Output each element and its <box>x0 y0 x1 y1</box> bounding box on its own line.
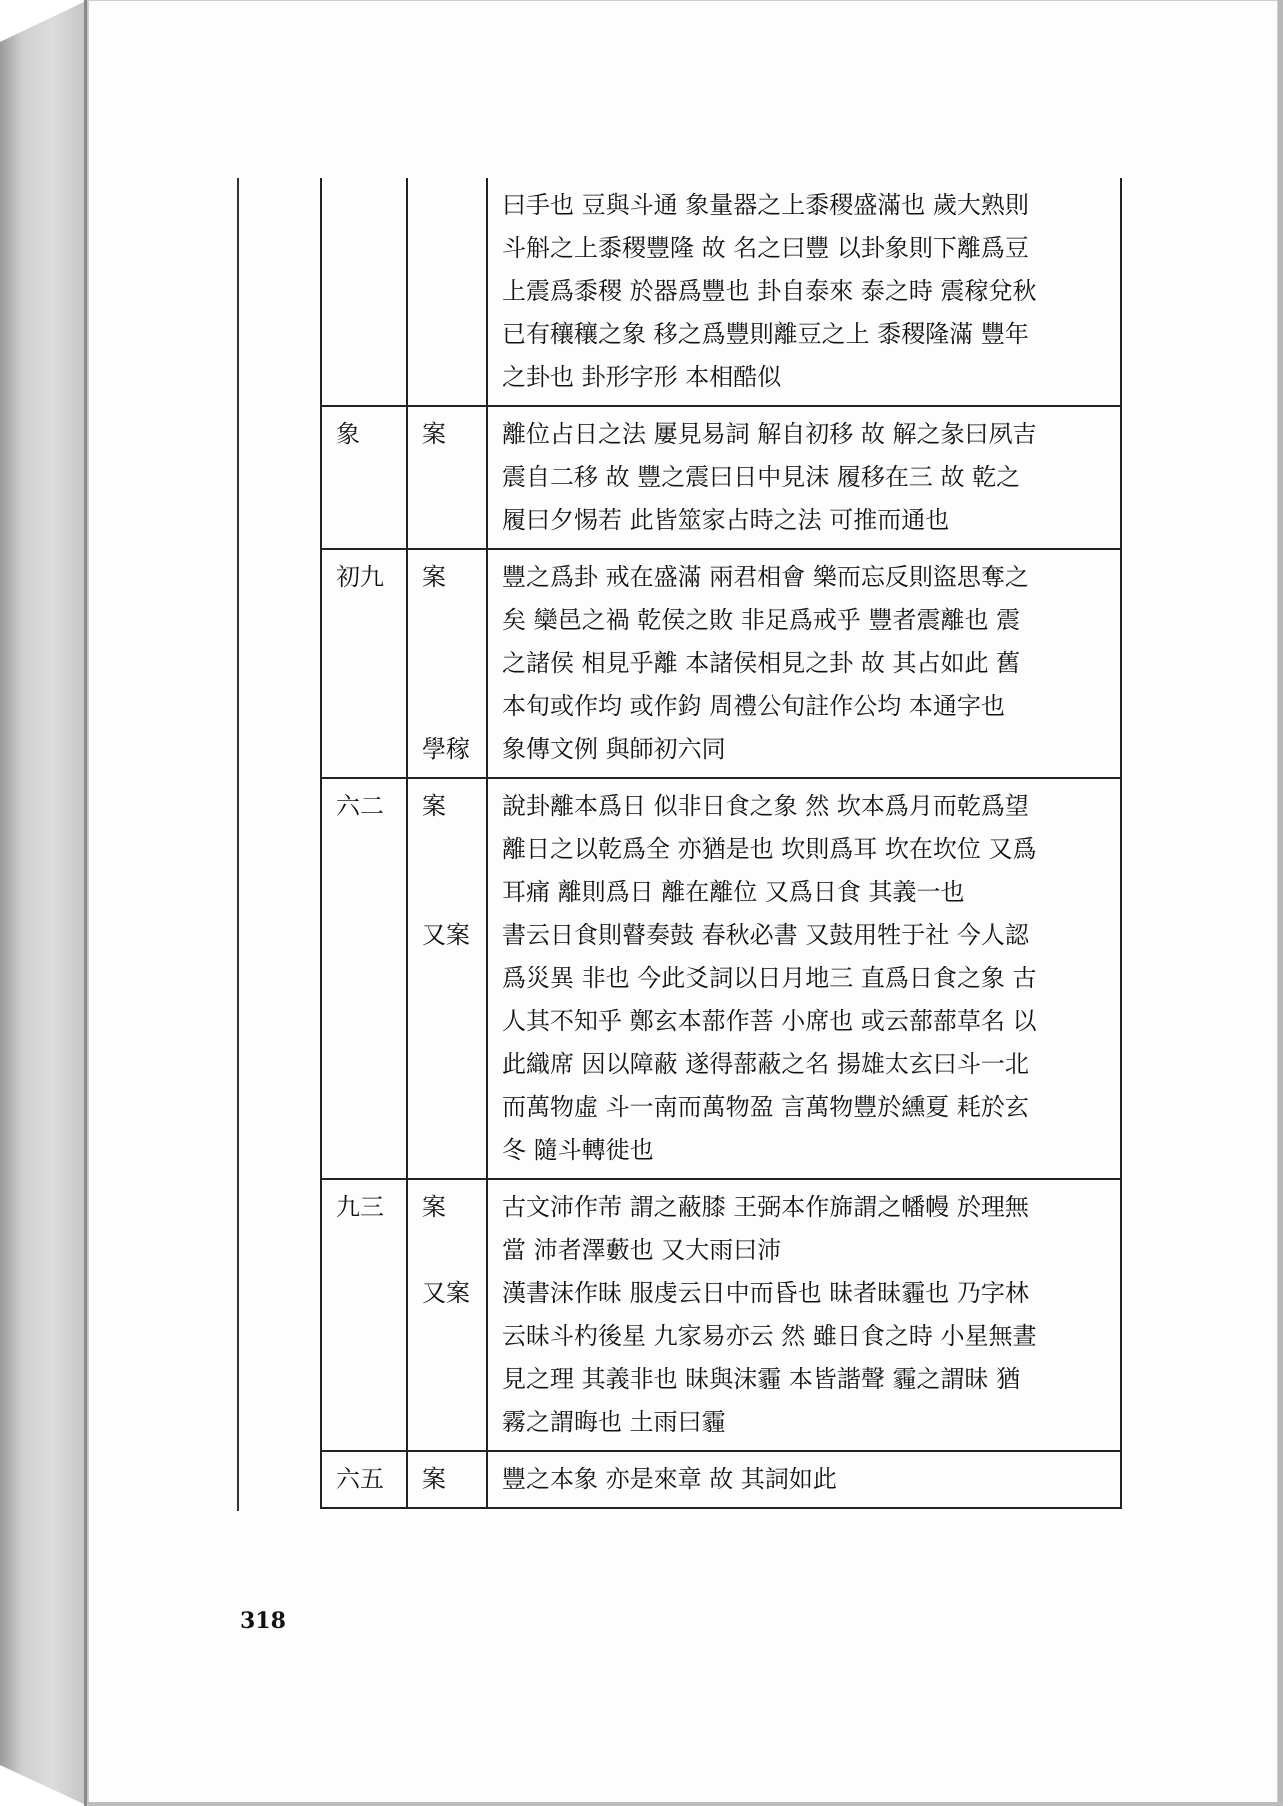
note-label-cell <box>407 778 487 1179</box>
table-row <box>321 178 1121 406</box>
page-bottom-shadow <box>88 1802 1283 1806</box>
commentary-line: 此織席 因以障蔽 遂得蔀蔽之名 揚雄太玄曰斗一北 <box>502 1050 1029 1078</box>
commentary-line: 見之理 其義非也 昧與沫霾 本皆諧聲 霾之謂昧 猶 <box>502 1365 1021 1393</box>
book-edge-line <box>84 0 87 1806</box>
commentary-line: 漢書沫作昧 服虔云日中而昏也 昧者昧霾也 乃字林 <box>502 1279 1029 1307</box>
note-label: 案 <box>422 563 446 591</box>
commentary-text-cell <box>487 1451 1121 1508</box>
note-label <box>422 871 478 914</box>
commentary-line: 已有穰穰之象 移之爲豐則離豆之上 黍稷隆滿 豐年 <box>502 320 1029 348</box>
note-label <box>422 828 478 871</box>
table-row <box>321 1451 1121 1508</box>
note-label: 案 <box>422 420 446 448</box>
note-label: 又案 <box>422 1279 470 1307</box>
note-label: 學稼 <box>422 735 470 763</box>
commentary-text-cell <box>487 178 1121 406</box>
line-label-cell <box>321 1179 407 1451</box>
commentary-line: 履曰夕惕若 此皆筮家占時之法 可推而通也 <box>502 506 950 534</box>
commentary-line: 人其不知乎 鄭玄本蔀作菩 小席也 或云蔀蔀草名 以 <box>502 1007 1037 1035</box>
commentary-line: 冬 隨斗轉徙也 <box>502 1136 654 1164</box>
commentary-line: 象傳文例 與師初六同 <box>502 735 726 763</box>
note-label: 又案 <box>422 921 470 949</box>
note-label-cell <box>407 178 487 406</box>
line-label-cell <box>321 778 407 1179</box>
page-right-shadow <box>1278 0 1283 1806</box>
note-label <box>422 642 478 685</box>
commentary-line: 霧之謂晦也 土雨曰霾 <box>502 1408 726 1436</box>
margin-rule-line <box>237 178 239 1511</box>
note-label <box>422 685 478 728</box>
commentary-line: 當 沛者澤藪也 又大雨曰沛 <box>502 1236 782 1264</box>
note-label <box>422 1229 478 1272</box>
line-label: 初九 <box>336 563 384 591</box>
commentary-line: 震自二移 故 豐之震曰日中見沫 履移在三 故 乾之 <box>502 463 1021 491</box>
table-row <box>321 549 1121 778</box>
line-label-cell <box>321 406 407 549</box>
commentary-line: 之諸侯 相見乎離 本諸侯相見之卦 故 其占如此 舊 <box>502 649 1021 677</box>
page-number: 318 <box>240 1608 286 1634</box>
commentary-line: 曰手也 豆與斗通 象量器之上黍稷盛滿也 歲大熟則 <box>502 191 1029 219</box>
commentary-line: 斗斛之上黍稷豐隆 故 名之曰豐 以卦象則下離爲豆 <box>502 234 1029 262</box>
commentary-table-body <box>321 178 1121 1508</box>
commentary-line: 而萬物虛 斗一南而萬物盈 言萬物豐於纁夏 耗於玄 <box>502 1093 1029 1121</box>
note-label: 案 <box>422 792 446 820</box>
line-label-cell <box>321 1451 407 1508</box>
commentary-line: 本旬或作均 或作鈞 周禮公旬註作公均 本通字也 <box>502 692 1005 720</box>
commentary-line: 上震爲黍稷 於器爲豐也 卦自泰來 泰之時 震稼兌秋 <box>502 277 1037 305</box>
line-label: 九三 <box>336 1193 384 1221</box>
commentary-line: 云昧斗杓後星 九家易亦云 然 雖日食之時 小星無晝 <box>502 1322 1037 1350</box>
commentary-line: 離日之以乾爲全 亦猶是也 坎則爲耳 坎在坎位 又爲 <box>502 835 1037 863</box>
table-row <box>321 406 1121 549</box>
commentary-line: 之卦也 卦形字形 本相酷似 <box>502 363 782 391</box>
commentary-line: 豐之本象 亦是來章 故 其詞如此 <box>502 1465 837 1493</box>
note-label-cell <box>407 1451 487 1508</box>
line-label: 象 <box>336 420 360 448</box>
commentary-text-cell <box>487 778 1121 1179</box>
book-side-edge <box>0 0 88 1806</box>
commentary-line: 說卦離本爲日 似非日食之象 然 坎本爲月而乾爲望 <box>502 792 1029 820</box>
commentary-table <box>320 178 1122 1509</box>
table-row <box>321 1179 1121 1451</box>
commentary-line: 爲災異 非也 今此爻詞以日月地三 直爲日食之象 古 <box>502 964 1037 992</box>
line-label: 六五 <box>336 1465 384 1493</box>
line-label: 六二 <box>336 792 384 820</box>
note-label <box>422 599 478 642</box>
note-label-cell <box>407 406 487 549</box>
commentary-text-cell <box>487 549 1121 778</box>
commentary-line: 古文沛作芾 謂之蔽膝 王弼本作旆謂之幡幔 於理無 <box>502 1193 1029 1221</box>
line-label-cell <box>321 549 407 778</box>
commentary-text-cell <box>487 1179 1121 1451</box>
note-label-cell <box>407 1179 487 1451</box>
commentary-line: 書云日食則瞽奏鼓 春秋必書 又鼓用牲于社 今人認 <box>502 921 1029 949</box>
note-label-cell <box>407 549 487 778</box>
note-label: 案 <box>422 1465 446 1493</box>
commentary-text-cell <box>487 406 1121 549</box>
commentary-line: 矣 欒邑之禍 乾侯之敗 非足爲戒乎 豐者震離也 震 <box>502 606 1021 634</box>
commentary-line: 離位占日之法 屢見易詞 解自初移 故 解之彖曰夙吉 <box>502 420 1037 448</box>
commentary-line: 豐之爲卦 戒在盛滿 兩君相會 樂而忘反則盜思奪之 <box>502 563 1029 591</box>
note-label: 案 <box>422 1193 446 1221</box>
commentary-line: 耳痛 離則爲日 離在離位 又爲日食 其義一也 <box>502 878 965 906</box>
table-row <box>321 778 1121 1179</box>
line-label-cell <box>321 178 407 406</box>
